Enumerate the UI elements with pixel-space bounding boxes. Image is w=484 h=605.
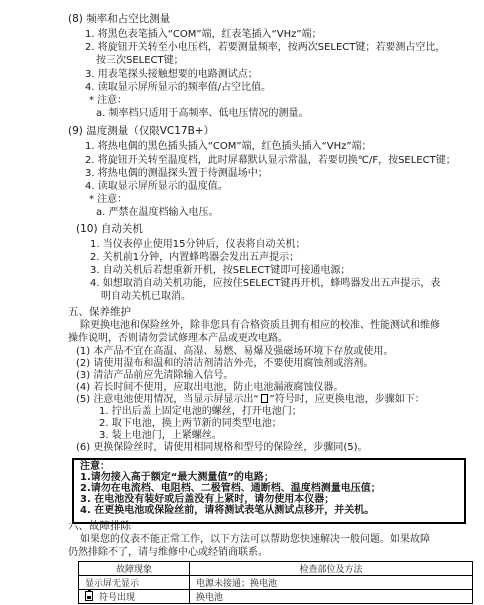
s5-intro-2: 操作说明，否则请勿尝试修理本产品或更改电路。 bbox=[68, 333, 288, 344]
s9-step-3: 3. 将热电偶的测温探头置于待测温场中； bbox=[85, 168, 268, 179]
s6-intro-1: 如果您的仪表不能正常工作，以下方法可以帮助您快速解决一般问题。如果故障 bbox=[80, 534, 430, 545]
s10-step-4: 4. 如想取消自动关机功能，应按住SELECT键再开机，蜂鸣器发出五声提示，表 bbox=[90, 278, 441, 289]
row-2-solution: 换电池 bbox=[190, 590, 473, 604]
header-solution: 检查部位及方法 bbox=[190, 562, 473, 576]
row-2-symptom-text: 符号出现 bbox=[99, 593, 136, 603]
row-1-symptom: 显示屏无显示 bbox=[79, 576, 190, 590]
s5-item-2: (2) 请使用湿布和温和的清洁剂清洁外壳，不要使用腐蚀剂或溶剂。 bbox=[76, 358, 374, 369]
s5-item-5-step-1: 1. 拧出后盖上固定电池的螺丝，打开电池门； bbox=[99, 406, 302, 417]
s5-item-1: (1) 本产品不宜在高温、高湿、易燃、易爆及强磁场环境下存放或使用。 bbox=[76, 346, 394, 357]
section-6-title: 六、故障排除 bbox=[68, 520, 131, 532]
s8-note-a: a. 频率档只适用于高频率、低电压情况的测量。 bbox=[96, 108, 309, 119]
s9-step-2: 2. 将旋钮开关转至温度档，此时屏幕默认显示常温，若要切换℃/F，按SELECT键； bbox=[85, 155, 456, 166]
warning-2: 2.请勿在电流档、电阻档、二极管档、通断档、温度档测量电压值； bbox=[80, 483, 381, 494]
troubleshooting-table bbox=[78, 561, 473, 604]
s9-step-1: 1. 将热电偶的黑色插头插入“COM”端，红色插头插入“VHz”端； bbox=[85, 141, 372, 152]
battery-icon bbox=[261, 394, 268, 403]
section-10-title: (10) 自动关机 bbox=[76, 223, 143, 235]
s5-item-5-step-3: 3. 装上电池门，上紧螺丝。 bbox=[99, 430, 222, 441]
s8-step-4: 4. 读取显示屏所显示的频率值/占空比值。 bbox=[85, 82, 272, 93]
s5-item-5 bbox=[76, 394, 425, 406]
s5-intro-1: 除更换电池和保险丝外，除非您具有合格资质且拥有相应的校准、性能测试和维修 bbox=[80, 320, 440, 331]
s9-note-label: * 注意： bbox=[89, 194, 128, 205]
warning-3: 3. 在电池没有装好或后盖没有上紧时，请勿使用本仪器； bbox=[80, 494, 335, 505]
row-2-symptom bbox=[79, 590, 190, 604]
s10-step-1: 1. 当仪表停止使用15分钟后，仪表将自动关机； bbox=[90, 239, 306, 250]
s5-item-6: (6) 更换保险丝时，请使用相同规格和型号的保险丝，步骤同(5)。 bbox=[76, 442, 368, 453]
table-row bbox=[79, 576, 473, 590]
warning-1: 1.请勿接入高于额定“最大测量值”的电路； bbox=[80, 472, 274, 483]
warning-title: 注意： bbox=[80, 461, 110, 472]
s10-step-2: 2. 关机前1分钟，内置蜂鸣器会发出五声提示； bbox=[90, 252, 300, 263]
s8-step-2-cont: 按三次SELECT键； bbox=[96, 55, 184, 66]
s8-step-3: 3. 用表笔探头接触想要的电路测试点； bbox=[85, 69, 258, 80]
table-header-row bbox=[79, 562, 473, 576]
s8-step-1: 1. 将黑色表笔插入“COM”端，红表笔插入“VHz”端； bbox=[85, 29, 322, 40]
s5-item-3: (3) 清洁产品前应先清除输入信号。 bbox=[76, 370, 234, 381]
header-symptom: 故障现象 bbox=[79, 562, 190, 576]
s5-item-4: (4) 若长时间不使用，应取出电池，防止电池漏液腐蚀仪器。 bbox=[76, 382, 344, 393]
s10-step-3: 3. 自动关机后若想重新开机，按SELECT键即可接通电源； bbox=[90, 265, 351, 276]
section-8-title: (8) 频率和占空比测量 bbox=[68, 13, 171, 25]
s9-step-4: 4. 读取显示屏所显示的温度值。 bbox=[85, 181, 228, 192]
table-row bbox=[79, 590, 473, 604]
row-1-solution: 电源未接通；换电池 bbox=[190, 576, 473, 590]
s6-intro-2: 仍然排除不了，请与维修中心或经销商联系。 bbox=[68, 547, 268, 558]
section-5-title: 五、保养维护 bbox=[68, 306, 131, 318]
s5-item-5-step-2: 2. 取下电池，换上两节新的同类型电池； bbox=[99, 418, 282, 429]
s8-step-2: 2. 将旋钮开关转至小电压档，若要测量频率，按两次SELECT键；若要测占空比， bbox=[85, 42, 446, 53]
s8-note-label: * 注意： bbox=[89, 95, 128, 106]
s5-item-5-part-a: (5) 注意电池使用情况，当显示屏显示出“ bbox=[76, 394, 259, 405]
battery-icon bbox=[85, 591, 93, 601]
section-9-title: (9) 温度测量（仅限VC17B+） bbox=[68, 125, 215, 137]
s10-step-4-cont: 明自动关机已取消。 bbox=[101, 291, 191, 302]
warning-4: 4. 在更换电池或保险丝前，请将测试表笔从测试点移开，并关机。 bbox=[80, 505, 375, 516]
s5-item-5-part-b: ”符号时，应更换电池，步骤如下： bbox=[269, 394, 425, 405]
s9-note-a: a. 严禁在温度档输入电压。 bbox=[96, 207, 219, 218]
